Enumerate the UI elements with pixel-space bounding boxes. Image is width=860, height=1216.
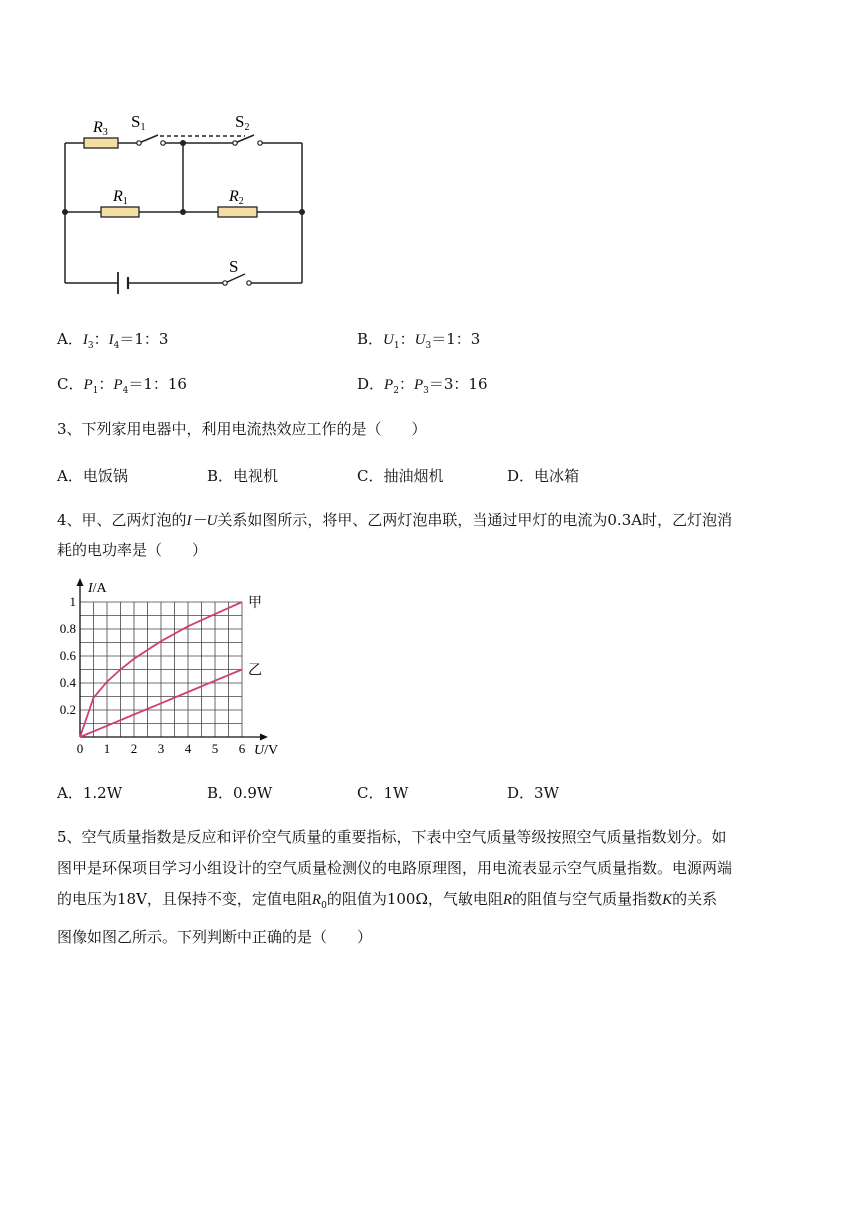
x-tick-label: 0 (76, 741, 84, 756)
q3-option-c[interactable]: C．抽油烟机 (357, 467, 444, 485)
x-tick-label: 2 (130, 741, 138, 756)
x-tick-label: 1 (103, 741, 111, 756)
x-axis-arrow (260, 734, 268, 741)
resistor-r2 (218, 207, 257, 217)
y-tick-label: 0.6 (59, 648, 76, 663)
q4-option-a[interactable]: A．1.2W (57, 784, 123, 802)
q5-line-3: 的电压为18V，且保持不变，定值电阻$R_0$的阻值为100Ω，气敏电阻R的阻值与空气质量指数K的关系 (57, 890, 718, 911)
label-r1: R1 (113, 188, 128, 207)
series-label-2: 乙 (248, 663, 262, 679)
x-tick-label: 6 (238, 741, 246, 756)
label-s2: S2 (235, 112, 250, 133)
label-r3: R3 (93, 119, 108, 138)
q2-option-c[interactable]: C．$P_1$：$P_4=1$：16 (57, 375, 187, 396)
label-s1: S1 (131, 112, 146, 133)
q4-option-c[interactable]: C．1W (357, 784, 409, 802)
q5-stem (57, 822, 827, 953)
y-axis-label: I/A (88, 581, 107, 596)
q3-stem: 3、下列家用电器中，利用电流热效应工作的是（ ） (57, 420, 427, 438)
q5-line-1: 5、空气质量指数是反应和评价空气质量的重要指标，下表中空气质量等级按照空气质量指数划分。如 (57, 828, 727, 846)
q5-line-2: 图甲是环保项目学习小组设计的空气质量检测仪的电路原理图，用电流表显示空气质量指数。电源两端 (57, 859, 733, 877)
label-s: S (229, 257, 239, 276)
y-tick-label: 0.8 (59, 621, 76, 636)
q3-option-d[interactable]: D．电冰箱 (507, 467, 580, 485)
resistor-r1 (101, 207, 139, 217)
y-tick-label: 0.2 (59, 702, 76, 717)
q5-line-4: 图像如图乙所示。下列判断中正确的是（ ） (57, 928, 373, 946)
y-tick-label: 0.4 (59, 675, 76, 690)
q4-stem-line-1: 4、甲、乙两灯泡的I－U关系如图所示，将甲、乙两灯泡串联，当通过甲灯的电流为0.3A时，乙灯泡消 (57, 511, 733, 529)
label-r2: R2 (229, 188, 244, 207)
x-tick-label: 3 (157, 741, 165, 756)
y-axis-arrow (77, 578, 84, 586)
q3-option-b[interactable]: B．电视机 (207, 467, 279, 485)
x-tick-label: 4 (184, 741, 192, 756)
q2-option-b[interactable]: B．$U_1$：$U_3=1$：3 (357, 330, 481, 351)
x-tick-label: 5 (211, 741, 219, 756)
series-label-1: 甲 (248, 596, 262, 611)
q4-option-b[interactable]: B．0.9W (207, 784, 273, 802)
resistor-r3 (84, 138, 118, 148)
q4-stem-line-2: 耗的电功率是（ ） (57, 541, 208, 559)
x-axis-label: U/V (254, 743, 279, 758)
q2-option-d[interactable]: D．$P_2$：$P_3=3$：16 (357, 375, 488, 396)
circuit-diagram (55, 105, 315, 300)
q3-option-a[interactable]: A．电饭锅 (57, 467, 128, 485)
iu-chart (52, 577, 292, 762)
y-tick-label: 1 (69, 594, 76, 609)
q2-option-a[interactable]: A．$I_3$：$I_4=1$：3 (57, 330, 169, 351)
q4-option-d[interactable]: D．3W (507, 784, 559, 802)
